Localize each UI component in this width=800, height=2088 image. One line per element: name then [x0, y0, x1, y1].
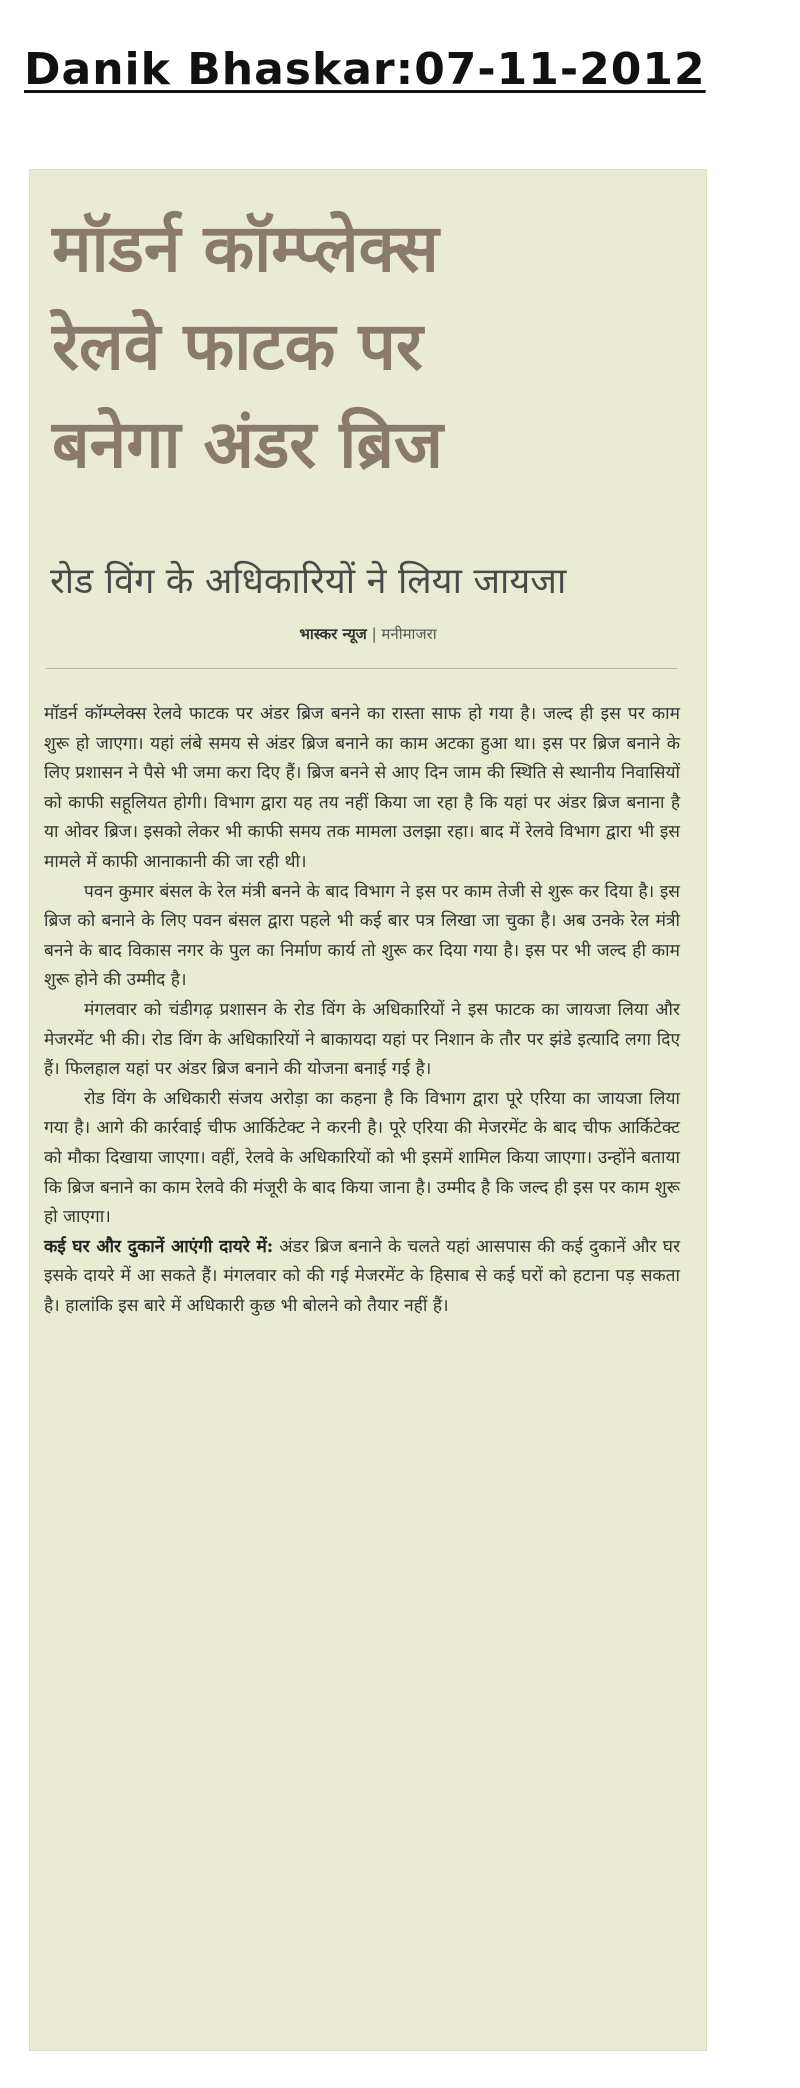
headline-line-3: बनेगा अंडर ब्रिज	[52, 406, 444, 483]
newspaper-date-header: Danik Bhaskar:07-11-2012	[24, 44, 706, 95]
byline-divider	[46, 668, 678, 669]
article-headline	[52, 200, 672, 494]
article-byline	[0, 624, 736, 644]
byline-separator: |	[371, 625, 382, 643]
article-paragraph-last	[44, 1233, 680, 1322]
byline-source: भास्कर न्यूज	[299, 625, 367, 643]
byline-location: मनीमाजरा	[381, 625, 437, 643]
subsection-lead: कई घर और दुकानें आएंगी दायरे में:	[44, 1236, 274, 1257]
article-paragraph: मंगलवार को चंडीगढ़ प्रशासन के रोड विंग के अधिकारियों ने इस फाटक का जायजा लिया और मेजरमेंट भी की। रोड विंग के अधिकारियों ने बाकायदा यहां पर निशान के तौर पर झंडे इत्यादि लगा दिए हैं। फिलहाल यहां पर अंडर ब्रिज बनाने की योजना बनाई गई है।	[44, 999, 680, 1080]
article-paragraph: पवन कुमार बंसल के रेल मंत्री बनने के बाद विभाग ने इस पर काम तेजी से शुरू कर दिया है। इस ब्रिज को बनाने के लिए पवन बंसल द्वारा पहले भी कई बार पत्र लिखा जा चुका है। अब उनके रेल मंत्री बनने के बाद विकास नगर के पुल का निर्माण कार्य तो शुरू कर दिया गया है। इस पर भी जल्द ही काम शुरू होने की उम्मीद है।	[44, 881, 680, 991]
article-paragraph: मॉडर्न कॉम्प्लेक्स रेलवे फाटक पर अंडर ब्रिज बनने का रास्ता साफ हो गया है। जल्द ही इस पर काम शुरू हो जाएगा। यहां लंबे समय से अंडर ब्रिज बनाने का काम अटका हुआ था। इस पर ब्रिज बनाने के लिए प्रशासन ने पैसे भी जमा करा दिए हैं। ब्रिज बनने से आए दिन जाम की स्थिति से स्थानीय निवासियों को काफी सहूलियत होगी। विभाग द्वारा यह तय नहीं किया जा रहा है कि यहां पर अंडर ब्रिज बनाना है या ओवर ब्रिज। इसको लेकर भी काफी समय तक मामला उलझा रहा। बाद में रेलवे विभाग द्वारा भी इस मामले में काफी आनाकानी की जा रही थी।	[44, 704, 680, 872]
headline-line-1: मॉडर्न कॉम्प्लेक्स	[52, 210, 439, 287]
subsection-text: अंडर ब्रिज बनाने के चलते यहां आसपास की कई दुकानें और घर इसके दायरे में आ सकते हैं। मंगलवार को की गई मेजरमेंट के हिसाब से कई घरों को हटाना पड़ सकता है। हालांकि इस बारे में अधिकारी कुछ भी बोलने को तैयार नहीं हैं।	[44, 1236, 681, 1316]
article-paragraph: रोड विंग के अधिकारी संजय अरोड़ा का कहना है कि विभाग द्वारा पूरे एरिया का जायजा लिया गया है। आगे की कार्रवाई चीफ आर्किटेक्ट ने करनी है। पूरे एरिया की मेजरमेंट के बाद चीफ आर्किटेक्ट को मौका दिखाया जाएगा। वहीं, रेलवे के अधिकारियों को भी इसमें शामिल किया जाएगा। उन्होंने बताया कि ब्रिज बनाने का काम रेलवे की मंजूरी के बाद किया जाना है। उम्मीद है कि जल्द ही इस पर काम शुरू हो जाएगा।	[44, 1088, 680, 1228]
article-subheadline: रोड विंग के अधिकारियों ने लिया जायजा	[50, 561, 567, 602]
headline-line-2: रेलवे फाटक पर	[52, 308, 423, 385]
article-body	[44, 700, 680, 1321]
